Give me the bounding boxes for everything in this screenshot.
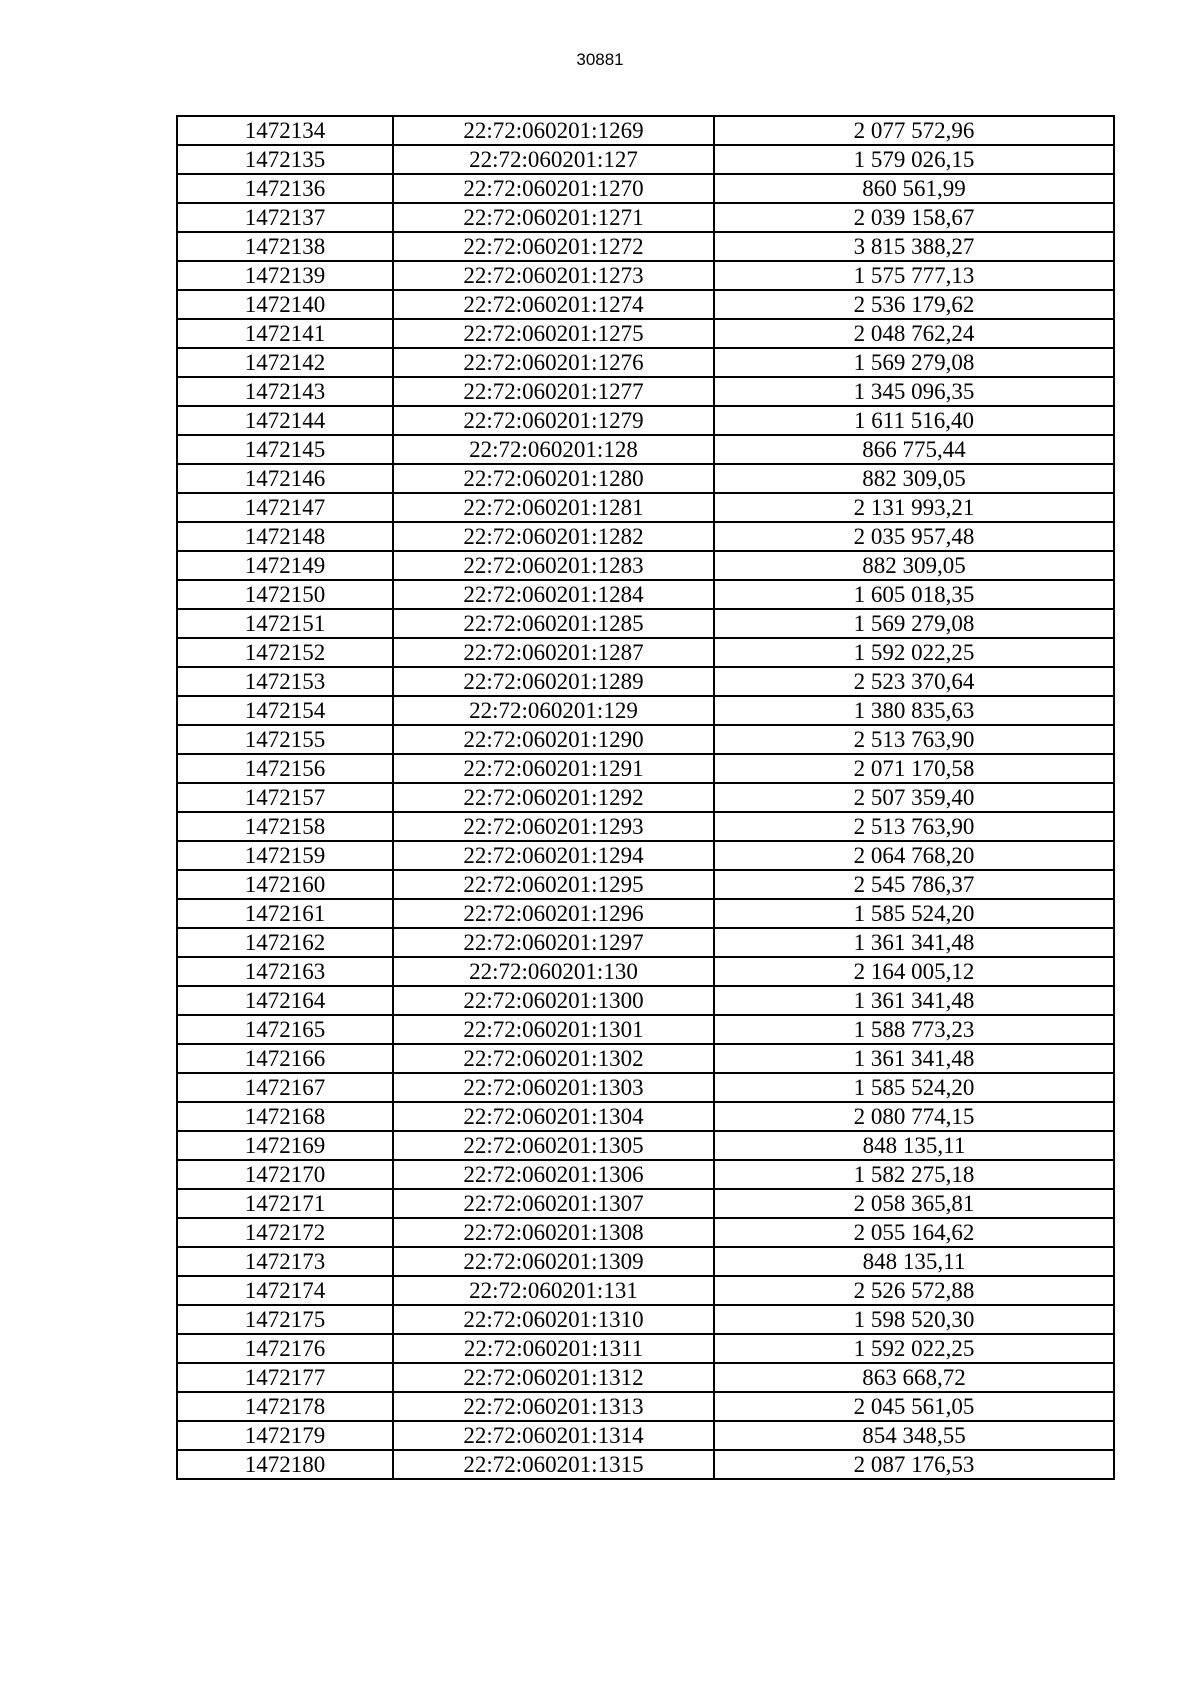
table-row	[177, 203, 1114, 232]
table-row	[177, 899, 1114, 928]
cadastral-value-cell: 2 045 561,05	[714, 1392, 1114, 1421]
cadastral-number-cell: 22:72:060201:1306	[393, 1160, 714, 1189]
cadastral-number-cell: 22:72:060201:1297	[393, 928, 714, 957]
cadastral-value-cell: 1 361 341,48	[714, 928, 1114, 957]
cadastral-value-cell: 1 345 096,35	[714, 377, 1114, 406]
table-row	[177, 1015, 1114, 1044]
cadastral-number-cell: 22:72:060201:1293	[393, 812, 714, 841]
table-row	[177, 406, 1114, 435]
cadastral-number-cell: 22:72:060201:1289	[393, 667, 714, 696]
row-number-cell: 1472145	[177, 435, 393, 464]
table-row	[177, 290, 1114, 319]
cadastral-value-cell: 1 588 773,23	[714, 1015, 1114, 1044]
cadastral-number-cell: 22:72:060201:1310	[393, 1305, 714, 1334]
row-number-cell: 1472169	[177, 1131, 393, 1160]
table-row	[177, 667, 1114, 696]
row-number-cell: 1472161	[177, 899, 393, 928]
table-body	[177, 116, 1114, 1479]
row-number-cell: 1472175	[177, 1305, 393, 1334]
cadastral-number-cell: 22:72:060201:128	[393, 435, 714, 464]
cadastral-value-cell: 854 348,55	[714, 1421, 1114, 1450]
table-row	[177, 493, 1114, 522]
table-row	[177, 551, 1114, 580]
cadastral-value-cell: 1 585 524,20	[714, 1073, 1114, 1102]
cadastral-number-cell: 22:72:060201:1283	[393, 551, 714, 580]
row-number-cell: 1472146	[177, 464, 393, 493]
table-row	[177, 1363, 1114, 1392]
table-row	[177, 1334, 1114, 1363]
cadastral-number-cell: 22:72:060201:1284	[393, 580, 714, 609]
row-number-cell: 1472138	[177, 232, 393, 261]
cadastral-value-cell: 1 569 279,08	[714, 348, 1114, 377]
table-row	[177, 609, 1114, 638]
cadastral-number-cell: 22:72:060201:1311	[393, 1334, 714, 1363]
cadastral-number-cell: 22:72:060201:1302	[393, 1044, 714, 1073]
row-number-cell: 1472180	[177, 1450, 393, 1479]
row-number-cell: 1472140	[177, 290, 393, 319]
cadastral-value-cell: 2 513 763,90	[714, 725, 1114, 754]
cadastral-number-cell: 22:72:060201:1290	[393, 725, 714, 754]
cadastral-value-cell: 863 668,72	[714, 1363, 1114, 1392]
row-number-cell: 1472178	[177, 1392, 393, 1421]
row-number-cell: 1472179	[177, 1421, 393, 1450]
cadastral-value-cell: 1 598 520,30	[714, 1305, 1114, 1334]
cadastral-value-cell: 860 561,99	[714, 174, 1114, 203]
cadastral-value-cell: 2 164 005,12	[714, 957, 1114, 986]
cadastral-number-cell: 22:72:060201:1269	[393, 116, 714, 145]
cadastral-number-cell: 22:72:060201:1291	[393, 754, 714, 783]
page-number: 30881	[576, 50, 624, 69]
row-number-cell: 1472162	[177, 928, 393, 957]
table-row	[177, 580, 1114, 609]
row-number-cell: 1472139	[177, 261, 393, 290]
table-row	[177, 377, 1114, 406]
cadastral-number-cell: 22:72:060201:1287	[393, 638, 714, 667]
cadastral-number-cell: 22:72:060201:1277	[393, 377, 714, 406]
row-number-cell: 1472143	[177, 377, 393, 406]
cadastral-value-cell: 2 087 176,53	[714, 1450, 1114, 1479]
cadastral-value-cell: 3 815 388,27	[714, 232, 1114, 261]
cadastral-value-cell: 2 536 179,62	[714, 290, 1114, 319]
cadastral-value-cell: 2 080 774,15	[714, 1102, 1114, 1131]
row-number-cell: 1472141	[177, 319, 393, 348]
table-row	[177, 696, 1114, 725]
cadastral-value-cell: 2 055 164,62	[714, 1218, 1114, 1247]
cadastral-number-cell: 22:72:060201:1315	[393, 1450, 714, 1479]
cadastral-number-cell: 22:72:060201:1296	[393, 899, 714, 928]
table-row	[177, 812, 1114, 841]
row-number-cell: 1472144	[177, 406, 393, 435]
cadastral-value-cell: 1 579 026,15	[714, 145, 1114, 174]
cadastral-value-cell: 2 526 572,88	[714, 1276, 1114, 1305]
row-number-cell: 1472173	[177, 1247, 393, 1276]
cadastral-value-cell: 2 131 993,21	[714, 493, 1114, 522]
row-number-cell: 1472168	[177, 1102, 393, 1131]
cadastral-value-cell: 2 077 572,96	[714, 116, 1114, 145]
cadastral-number-cell: 22:72:060201:1303	[393, 1073, 714, 1102]
cadastral-value-cell: 1 575 777,13	[714, 261, 1114, 290]
cadastral-value-cell: 2 035 957,48	[714, 522, 1114, 551]
cadastral-value-cell: 1 361 341,48	[714, 1044, 1114, 1073]
table-row	[177, 957, 1114, 986]
table-row	[177, 261, 1114, 290]
cadastral-number-cell: 22:72:060201:1314	[393, 1421, 714, 1450]
table-row	[177, 783, 1114, 812]
row-number-cell: 1472155	[177, 725, 393, 754]
table-row	[177, 1218, 1114, 1247]
cadastral-number-cell: 22:72:060201:1304	[393, 1102, 714, 1131]
cadastral-value-cell: 2 039 158,67	[714, 203, 1114, 232]
row-number-cell: 1472176	[177, 1334, 393, 1363]
cadastral-value-cell: 2 523 370,64	[714, 667, 1114, 696]
row-number-cell: 1472171	[177, 1189, 393, 1218]
cadastral-value-cell: 2 507 359,40	[714, 783, 1114, 812]
cadastral-value-cell: 2 058 365,81	[714, 1189, 1114, 1218]
table-row	[177, 1044, 1114, 1073]
table-row	[177, 1160, 1114, 1189]
table-row	[177, 348, 1114, 377]
cadastral-number-cell: 22:72:060201:1301	[393, 1015, 714, 1044]
cadastral-number-cell: 22:72:060201:1295	[393, 870, 714, 899]
row-number-cell: 1472147	[177, 493, 393, 522]
row-number-cell: 1472174	[177, 1276, 393, 1305]
table-row	[177, 1247, 1114, 1276]
table-row	[177, 754, 1114, 783]
row-number-cell: 1472157	[177, 783, 393, 812]
row-number-cell: 1472172	[177, 1218, 393, 1247]
cadastral-number-cell: 22:72:060201:1282	[393, 522, 714, 551]
table-row	[177, 1189, 1114, 1218]
cadastral-value-cell: 848 135,11	[714, 1131, 1114, 1160]
cadastral-number-cell: 22:72:060201:1309	[393, 1247, 714, 1276]
row-number-cell: 1472177	[177, 1363, 393, 1392]
cadastral-value-cell: 882 309,05	[714, 464, 1114, 493]
cadastral-number-cell: 22:72:060201:127	[393, 145, 714, 174]
cadastral-value-cell: 1 582 275,18	[714, 1160, 1114, 1189]
cadastral-number-cell: 22:72:060201:1312	[393, 1363, 714, 1392]
row-number-cell: 1472136	[177, 174, 393, 203]
table-row	[177, 435, 1114, 464]
table-row	[177, 986, 1114, 1015]
table-row	[177, 1102, 1114, 1131]
cadastral-value-cell: 1 592 022,25	[714, 638, 1114, 667]
table-row	[177, 174, 1114, 203]
table-row	[177, 638, 1114, 667]
cadastral-number-cell: 22:72:060201:1276	[393, 348, 714, 377]
row-number-cell: 1472151	[177, 609, 393, 638]
cadastral-number-cell: 22:72:060201:1274	[393, 290, 714, 319]
cadastral-number-cell: 22:72:060201:129	[393, 696, 714, 725]
cadastral-number-cell: 22:72:060201:1279	[393, 406, 714, 435]
row-number-cell: 1472163	[177, 957, 393, 986]
row-number-cell: 1472148	[177, 522, 393, 551]
row-number-cell: 1472134	[177, 116, 393, 145]
cadastral-number-cell: 22:72:060201:130	[393, 957, 714, 986]
row-number-cell: 1472142	[177, 348, 393, 377]
table-row	[177, 522, 1114, 551]
cadastral-number-cell: 22:72:060201:1280	[393, 464, 714, 493]
cadastral-number-cell: 22:72:060201:1292	[393, 783, 714, 812]
cadastral-value-cell: 2 513 763,90	[714, 812, 1114, 841]
cadastral-value-cell: 1 380 835,63	[714, 696, 1114, 725]
row-number-cell: 1472164	[177, 986, 393, 1015]
cadastral-number-cell: 22:72:060201:1275	[393, 319, 714, 348]
cadastral-value-cell: 2 048 762,24	[714, 319, 1114, 348]
cadastral-value-cell: 2 064 768,20	[714, 841, 1114, 870]
table-row	[177, 145, 1114, 174]
cadastral-value-cell: 1 611 516,40	[714, 406, 1114, 435]
row-number-cell: 1472165	[177, 1015, 393, 1044]
cadastral-number-cell: 22:72:060201:1300	[393, 986, 714, 1015]
cadastral-number-cell: 22:72:060201:1307	[393, 1189, 714, 1218]
row-number-cell: 1472166	[177, 1044, 393, 1073]
cadastral-number-cell: 22:72:060201:1271	[393, 203, 714, 232]
table-row	[177, 464, 1114, 493]
cadastral-number-cell: 22:72:060201:1272	[393, 232, 714, 261]
row-number-cell: 1472158	[177, 812, 393, 841]
cadastral-value-cell: 1 592 022,25	[714, 1334, 1114, 1363]
table-row	[177, 928, 1114, 957]
table-row	[177, 1276, 1114, 1305]
table-row	[177, 1073, 1114, 1102]
cadastral-value-cell: 848 135,11	[714, 1247, 1114, 1276]
row-number-cell: 1472135	[177, 145, 393, 174]
row-number-cell: 1472149	[177, 551, 393, 580]
table-row	[177, 1421, 1114, 1450]
cadastral-number-cell: 22:72:060201:1270	[393, 174, 714, 203]
table-row	[177, 116, 1114, 145]
table-row	[177, 841, 1114, 870]
table-row	[177, 1305, 1114, 1334]
cadastral-value-cell: 1 605 018,35	[714, 580, 1114, 609]
cadastral-number-cell: 22:72:060201:1308	[393, 1218, 714, 1247]
row-number-cell: 1472170	[177, 1160, 393, 1189]
cadastral-value-cell: 2 071 170,58	[714, 754, 1114, 783]
cadastral-number-cell: 22:72:060201:1273	[393, 261, 714, 290]
table-row	[177, 870, 1114, 899]
cadastral-value-cell: 882 309,05	[714, 551, 1114, 580]
table-row	[177, 1392, 1114, 1421]
table-row	[177, 1450, 1114, 1479]
cadastral-value-cell: 1 569 279,08	[714, 609, 1114, 638]
cadastral-number-cell: 22:72:060201:1281	[393, 493, 714, 522]
cadastral-number-cell: 22:72:060201:1313	[393, 1392, 714, 1421]
table-row	[177, 1131, 1114, 1160]
row-number-cell: 1472160	[177, 870, 393, 899]
row-number-cell: 1472153	[177, 667, 393, 696]
cadastral-value-cell: 2 545 786,37	[714, 870, 1114, 899]
cadastral-value-cell: 866 775,44	[714, 435, 1114, 464]
cadastral-number-cell: 22:72:060201:1305	[393, 1131, 714, 1160]
row-number-cell: 1472152	[177, 638, 393, 667]
row-number-cell: 1472137	[177, 203, 393, 232]
table-row	[177, 725, 1114, 754]
table-row	[177, 319, 1114, 348]
cadastral-number-cell: 22:72:060201:1294	[393, 841, 714, 870]
cadastral-number-cell: 22:72:060201:1285	[393, 609, 714, 638]
cadastral-value-table	[176, 115, 1115, 1480]
row-number-cell: 1472156	[177, 754, 393, 783]
row-number-cell: 1472159	[177, 841, 393, 870]
table-row	[177, 232, 1114, 261]
cadastral-value-cell: 1 361 341,48	[714, 986, 1114, 1015]
cadastral-number-cell: 22:72:060201:131	[393, 1276, 714, 1305]
row-number-cell: 1472167	[177, 1073, 393, 1102]
row-number-cell: 1472150	[177, 580, 393, 609]
cadastral-value-cell: 1 585 524,20	[714, 899, 1114, 928]
row-number-cell: 1472154	[177, 696, 393, 725]
